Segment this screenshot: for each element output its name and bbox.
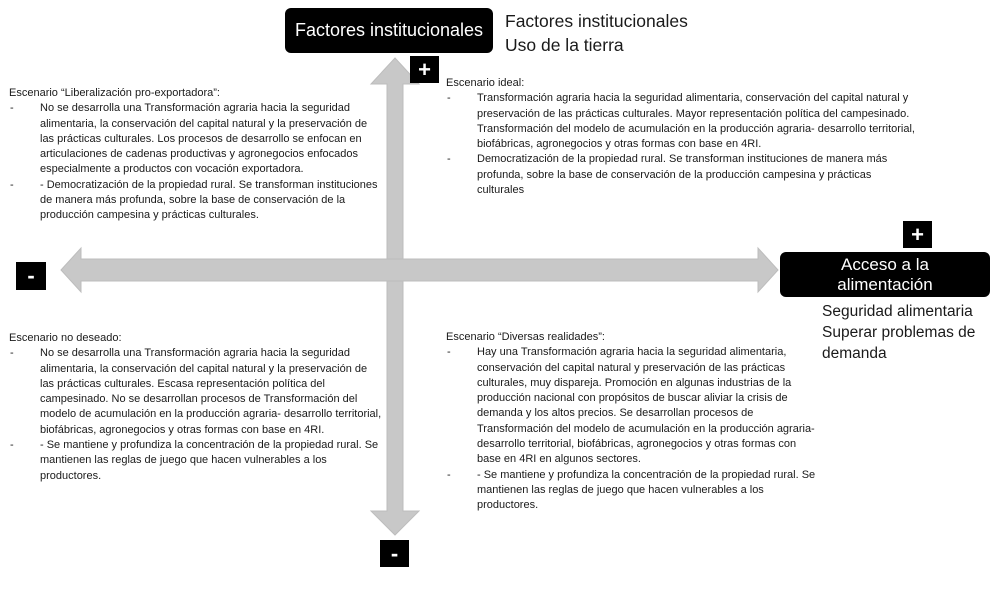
scenario-top-right: [446, 76, 921, 198]
horizontal-axis-arrow: [61, 248, 778, 292]
bullet-marker: -: [447, 468, 451, 481]
horizontal-axis-title-box: [780, 252, 990, 297]
bullet-marker: -: [447, 92, 451, 105]
bullet-text: - Se mantiene y profundiza la concentración de la propiedad rural. Se mantienen las reglas de juego que hacen vulnerables a los productores.: [40, 439, 379, 482]
scenario-bullet: [9, 438, 383, 484]
scenario-bullet: [446, 345, 816, 467]
vertical-positive-sign: [410, 56, 439, 83]
bullet-marker: -: [447, 346, 451, 359]
plus-icon: +: [911, 221, 924, 247]
bullet-text: No se desarrolla una Transformación agraria hacia la seguridad alimentaria, la conservación del capital natural y la preservación de las prácticas culturales. Escasa representación política del campesinado. No se desarrollan procesos de Transformación del modelo de acumulación en la producción agraria- desarrollo territorial, biofábricas, agronegocios y otras formas con base en 4RI.: [40, 347, 382, 436]
scenario-title: Escenario ideal:: [446, 77, 525, 89]
scenario-bullet: [446, 152, 921, 198]
plus-icon: +: [418, 56, 431, 82]
scenario-title: Escenario “Diversas realidades”:: [446, 331, 605, 343]
scenario-top-left: [9, 86, 383, 224]
bullet-text: - Democratización de la propiedad rural. Se transforman instituciones de manera más profunda, sobre la base de conservación de la producción campesina y prácticas culturales.: [40, 178, 378, 222]
bullet-text: Democratización de la propiedad rural. Se transforman instituciones de manera más profunda, sobre la base de conservación de la producción campesina y prácticas culturales: [477, 153, 888, 197]
vertical-negative-sign: [380, 540, 409, 567]
scenario-bullet: [446, 468, 816, 514]
horizontal-axis-title: Acceso a la alimentación: [837, 254, 933, 294]
horizontal-axis-description: [822, 301, 975, 364]
vertical-axis-description-line: Uso de la tierra: [505, 35, 624, 55]
scenario-bullet: [9, 346, 383, 438]
horizontal-negative-sign: [16, 262, 46, 290]
scenario-bullet-list: [446, 91, 921, 198]
scenario-title: Escenario no deseado:: [9, 332, 122, 344]
bullet-marker: -: [10, 439, 14, 452]
bullet-marker: -: [10, 178, 14, 191]
bullet-marker: -: [10, 347, 14, 360]
minus-icon: -: [390, 540, 399, 566]
bullet-text: Hay una Transformación agraria hacia la seguridad alimentaria, conservación del capital natural y preservación de las prácticas culturales, muy dispareja. Promoción en algunas industrias de la producción nacional con propósitos de buscar aliviar la crisis de demanda y los altos precios. Se desarrollan procesos de Transformación del modelo de acumulación en la producción agraria- desarrollo territorial, biofábricas, agronegocios y otras formas con base en 4RI en algunos sectores.: [477, 346, 815, 466]
horizontal-axis-description-line: demanda: [822, 345, 887, 362]
bullet-marker: -: [10, 102, 14, 115]
bullet-marker: -: [447, 153, 451, 166]
scenario-bullet-list: [9, 101, 383, 223]
bullet-text: No se desarrolla una Transformación agraria hacia la seguridad alimentaria, la conservación del capital natural y la preservación de las prácticas culturales. Los procesos de desarrollo se enfocan en articulaciones de cadenas productivas y agronegocios enfocados especialmente a productos con vocación exportadora.: [40, 102, 368, 176]
bullet-text: - Se mantiene y profundiza la concentración de la propiedad rural. Se mantienen las reglas de juego que hacen vulnerables a los productores.: [477, 468, 816, 512]
scenario-bullet-list: [446, 345, 816, 513]
horizontal-axis-description-line: Superar problemas de: [822, 324, 976, 341]
vertical-axis-title: Factores institucionales: [294, 20, 484, 40]
scenario-bullet-list: [9, 346, 383, 484]
vertical-axis-description: [505, 9, 688, 57]
bullet-text: Transformación agraria hacia la seguridad alimentaria, conservación del capital natural y preservación de las prácticas culturales. Mayor representación política del campesinado. Transformación del modelo de acumulación en la producción agraria- desarrollo territorial, biofábricas, agronegocios y otras formas con base en 4RI.: [477, 92, 915, 151]
scenario-bullet: [9, 101, 383, 177]
scenario-bottom-right: [446, 330, 816, 514]
minus-icon: -: [27, 263, 35, 288]
scenario-bullet: [9, 178, 383, 224]
vertical-axis-description-line: Factores institucionales: [505, 11, 688, 31]
vertical-axis-title-box: [285, 8, 493, 53]
scenario-title: Escenario “Liberalización pro-exportadora”:: [9, 87, 220, 99]
scenario-bullet: [446, 91, 921, 152]
horizontal-positive-sign: [903, 221, 932, 248]
scenario-bottom-left: [9, 331, 383, 484]
horizontal-axis-description-line: Seguridad alimentaria: [822, 303, 973, 320]
